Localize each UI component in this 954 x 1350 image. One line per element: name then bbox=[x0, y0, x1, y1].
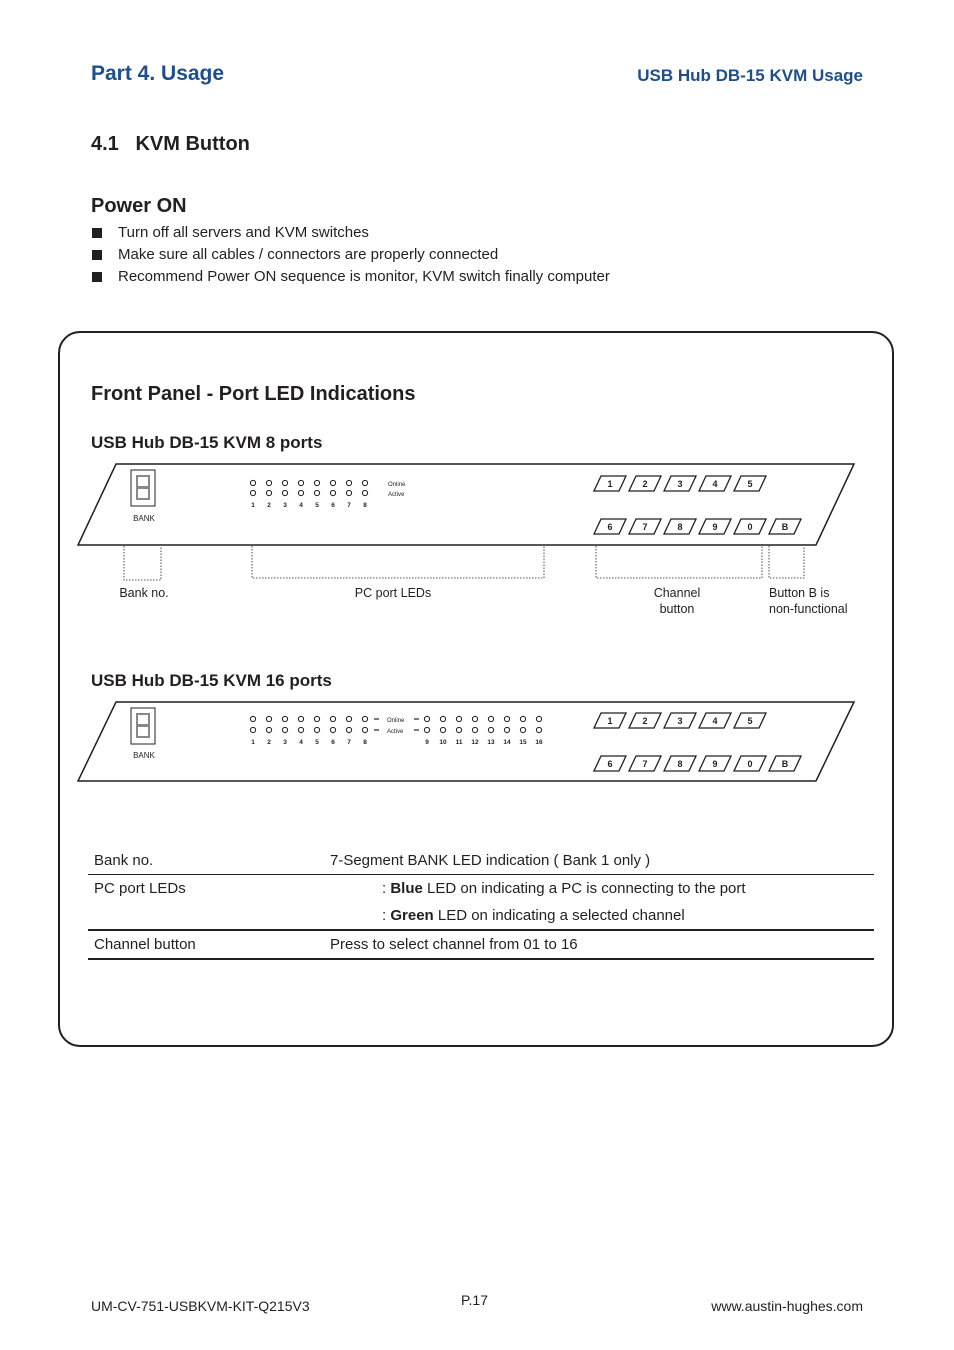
channel-button-label: 1 bbox=[607, 716, 613, 726]
port-number-label: 5 bbox=[315, 502, 319, 509]
port-number-label: 2 bbox=[267, 739, 271, 746]
front-panel-title: Front Panel - Port LED Indications bbox=[91, 383, 416, 405]
callout-channel-button: Channel button bbox=[653, 586, 701, 616]
active-led bbox=[330, 727, 335, 732]
callout-pc-port-leds: PC port LEDs bbox=[354, 586, 432, 600]
kvm16-title: USB Hub DB-15 KVM 16 ports bbox=[91, 671, 332, 690]
online-led bbox=[536, 716, 541, 721]
table-row bbox=[88, 847, 874, 875]
active-led bbox=[250, 490, 255, 495]
port-number-label: 4 bbox=[299, 502, 303, 509]
port-number-label: 16 bbox=[535, 739, 543, 746]
segment-icon bbox=[137, 714, 149, 725]
port-number-label: 3 bbox=[283, 739, 287, 746]
legend-label bbox=[88, 902, 324, 930]
online-led bbox=[424, 716, 429, 721]
channel-button-label: 5 bbox=[747, 716, 753, 726]
part-title: Part 4. Usage bbox=[91, 62, 225, 85]
segment-icon bbox=[137, 488, 149, 499]
led-callout-bracket bbox=[252, 546, 544, 578]
channel-button-label: B bbox=[781, 759, 789, 769]
table-row bbox=[88, 875, 874, 903]
footer-website: www.austin-hughes.com bbox=[711, 1298, 863, 1314]
active-led bbox=[346, 727, 351, 732]
online-led bbox=[520, 716, 525, 721]
channel-button-label: 9 bbox=[712, 759, 718, 769]
channel-button-label: 6 bbox=[607, 759, 613, 769]
footer-page-number: P.17 bbox=[461, 1292, 488, 1308]
port-number-label: 7 bbox=[347, 502, 351, 509]
channel-button-label: 7 bbox=[642, 522, 648, 532]
kvm8-title: USB Hub DB-15 KVM 8 ports bbox=[91, 433, 323, 452]
active-led bbox=[298, 727, 303, 732]
online-label: Online bbox=[388, 482, 406, 488]
channel-button-label: 2 bbox=[642, 479, 648, 489]
online-led bbox=[488, 716, 493, 721]
power-on-title: Power ON bbox=[91, 195, 187, 217]
port-number-label: 14 bbox=[503, 739, 511, 746]
active-led bbox=[456, 727, 461, 732]
active-led bbox=[488, 727, 493, 732]
port-number-label: 6 bbox=[331, 502, 335, 509]
port-number-label: 10 bbox=[439, 739, 447, 746]
table-row bbox=[88, 902, 874, 930]
port-number-label: 15 bbox=[519, 739, 527, 746]
active-led bbox=[250, 727, 255, 732]
online-led bbox=[440, 716, 445, 721]
online-led bbox=[456, 716, 461, 721]
port-number-label: 5 bbox=[315, 739, 319, 746]
online-led bbox=[266, 716, 271, 721]
port-number-label: 6 bbox=[331, 739, 335, 746]
button-callout-bracket bbox=[596, 546, 762, 578]
legend-desc: : Green LED on indicating a selected channel bbox=[324, 902, 874, 930]
port-number-label: 11 bbox=[455, 739, 463, 746]
bank-label: BANK bbox=[133, 751, 155, 760]
port-number-label: 1 bbox=[251, 739, 255, 746]
online-led bbox=[330, 716, 335, 721]
active-led bbox=[282, 490, 287, 495]
channel-button-label: 6 bbox=[607, 522, 613, 532]
kvm8-panel-diagram bbox=[78, 464, 854, 580]
port-number-label: 2 bbox=[267, 502, 271, 509]
kvm-front-panel bbox=[78, 464, 854, 545]
footer-doc-code: UM-CV-751-USBKVM-KIT-Q215V3 bbox=[91, 1298, 310, 1314]
channel-button-label: 7 bbox=[642, 759, 648, 769]
table-row bbox=[88, 930, 874, 959]
legend-label: PC port LEDs bbox=[94, 880, 186, 897]
legend-label: Channel button bbox=[88, 930, 324, 959]
active-led bbox=[266, 490, 271, 495]
port-number-label: 7 bbox=[347, 739, 351, 746]
bullet-item: Turn off all servers and KVM switches bbox=[92, 222, 610, 244]
active-label: Active bbox=[387, 729, 404, 735]
port-number-label: 8 bbox=[363, 502, 367, 509]
channel-button-label: 5 bbox=[747, 479, 753, 489]
channel-button-label: 8 bbox=[677, 759, 683, 769]
online-led bbox=[472, 716, 477, 721]
active-led bbox=[346, 490, 351, 495]
active-led bbox=[298, 490, 303, 495]
channel-button-label: B bbox=[781, 522, 789, 532]
channel-button-label: 8 bbox=[677, 522, 683, 532]
segment-icon bbox=[137, 726, 149, 737]
online-led bbox=[298, 716, 303, 721]
channel-button-label: 1 bbox=[607, 479, 613, 489]
legend-desc: 7-Segment BANK LED indication ( Bank 1 only ) bbox=[324, 847, 874, 875]
active-label: Active bbox=[388, 492, 405, 498]
active-led bbox=[362, 727, 367, 732]
active-led bbox=[424, 727, 429, 732]
online-led bbox=[346, 480, 351, 485]
bank-label: BANK bbox=[133, 514, 155, 523]
port-number-label: 13 bbox=[487, 739, 495, 746]
bullet-item: Recommend Power ON sequence is monitor, KVM switch finally computer bbox=[92, 266, 610, 288]
online-led bbox=[282, 716, 287, 721]
online-led bbox=[250, 716, 255, 721]
channel-button-label: 4 bbox=[712, 479, 718, 489]
port-number-label: 4 bbox=[299, 739, 303, 746]
active-led bbox=[330, 490, 335, 495]
active-led bbox=[282, 727, 287, 732]
callout-button-b: Button B is non-functional bbox=[769, 586, 848, 616]
header-right-title: USB Hub DB-15 KVM Usage bbox=[637, 66, 863, 85]
online-led bbox=[362, 480, 367, 485]
channel-button-label: 9 bbox=[712, 522, 718, 532]
online-led bbox=[298, 480, 303, 485]
online-led bbox=[314, 716, 319, 721]
kvm-front-panel bbox=[78, 702, 854, 781]
online-label: Online bbox=[387, 718, 405, 724]
channel-button-label: 0 bbox=[747, 522, 753, 532]
active-led bbox=[520, 727, 525, 732]
channel-button-label: 0 bbox=[747, 759, 753, 769]
active-led bbox=[472, 727, 477, 732]
port-number-label: 12 bbox=[471, 739, 479, 746]
active-led bbox=[440, 727, 445, 732]
channel-button-label: 3 bbox=[677, 479, 683, 489]
channel-button-label: 3 bbox=[677, 716, 683, 726]
online-led bbox=[346, 716, 351, 721]
port-number-label: 8 bbox=[363, 739, 367, 746]
online-led bbox=[314, 480, 319, 485]
legend-desc: Press to select channel from 01 to 16 bbox=[324, 930, 874, 959]
callout-bank-no: Bank no. bbox=[119, 586, 169, 600]
kvm16-panel-diagram bbox=[78, 702, 854, 781]
bank-callout-bracket bbox=[124, 546, 161, 580]
legend-desc: : Blue LED on indicating a PC is connecting to the port bbox=[382, 880, 746, 897]
active-led bbox=[536, 727, 541, 732]
online-led bbox=[250, 480, 255, 485]
online-led bbox=[504, 716, 509, 721]
channel-button-label: 2 bbox=[642, 716, 648, 726]
button-b-callout-bracket bbox=[769, 546, 804, 578]
port-number-label: 9 bbox=[425, 739, 429, 746]
section-title: 4.1 KVM Button bbox=[91, 133, 250, 155]
led-legend-table bbox=[88, 847, 874, 960]
active-led bbox=[362, 490, 367, 495]
online-led bbox=[282, 480, 287, 485]
active-led bbox=[266, 727, 271, 732]
segment-icon bbox=[137, 476, 149, 487]
online-led bbox=[362, 716, 367, 721]
channel-button-label: 4 bbox=[712, 716, 718, 726]
online-led bbox=[330, 480, 335, 485]
legend-label: Bank no. bbox=[88, 847, 324, 875]
active-led bbox=[314, 727, 319, 732]
active-led bbox=[504, 727, 509, 732]
bullet-item: Make sure all cables / connectors are properly connected bbox=[92, 244, 610, 266]
port-number-label: 3 bbox=[283, 502, 287, 509]
port-number-label: 1 bbox=[251, 502, 255, 509]
online-led bbox=[266, 480, 271, 485]
active-led bbox=[314, 490, 319, 495]
